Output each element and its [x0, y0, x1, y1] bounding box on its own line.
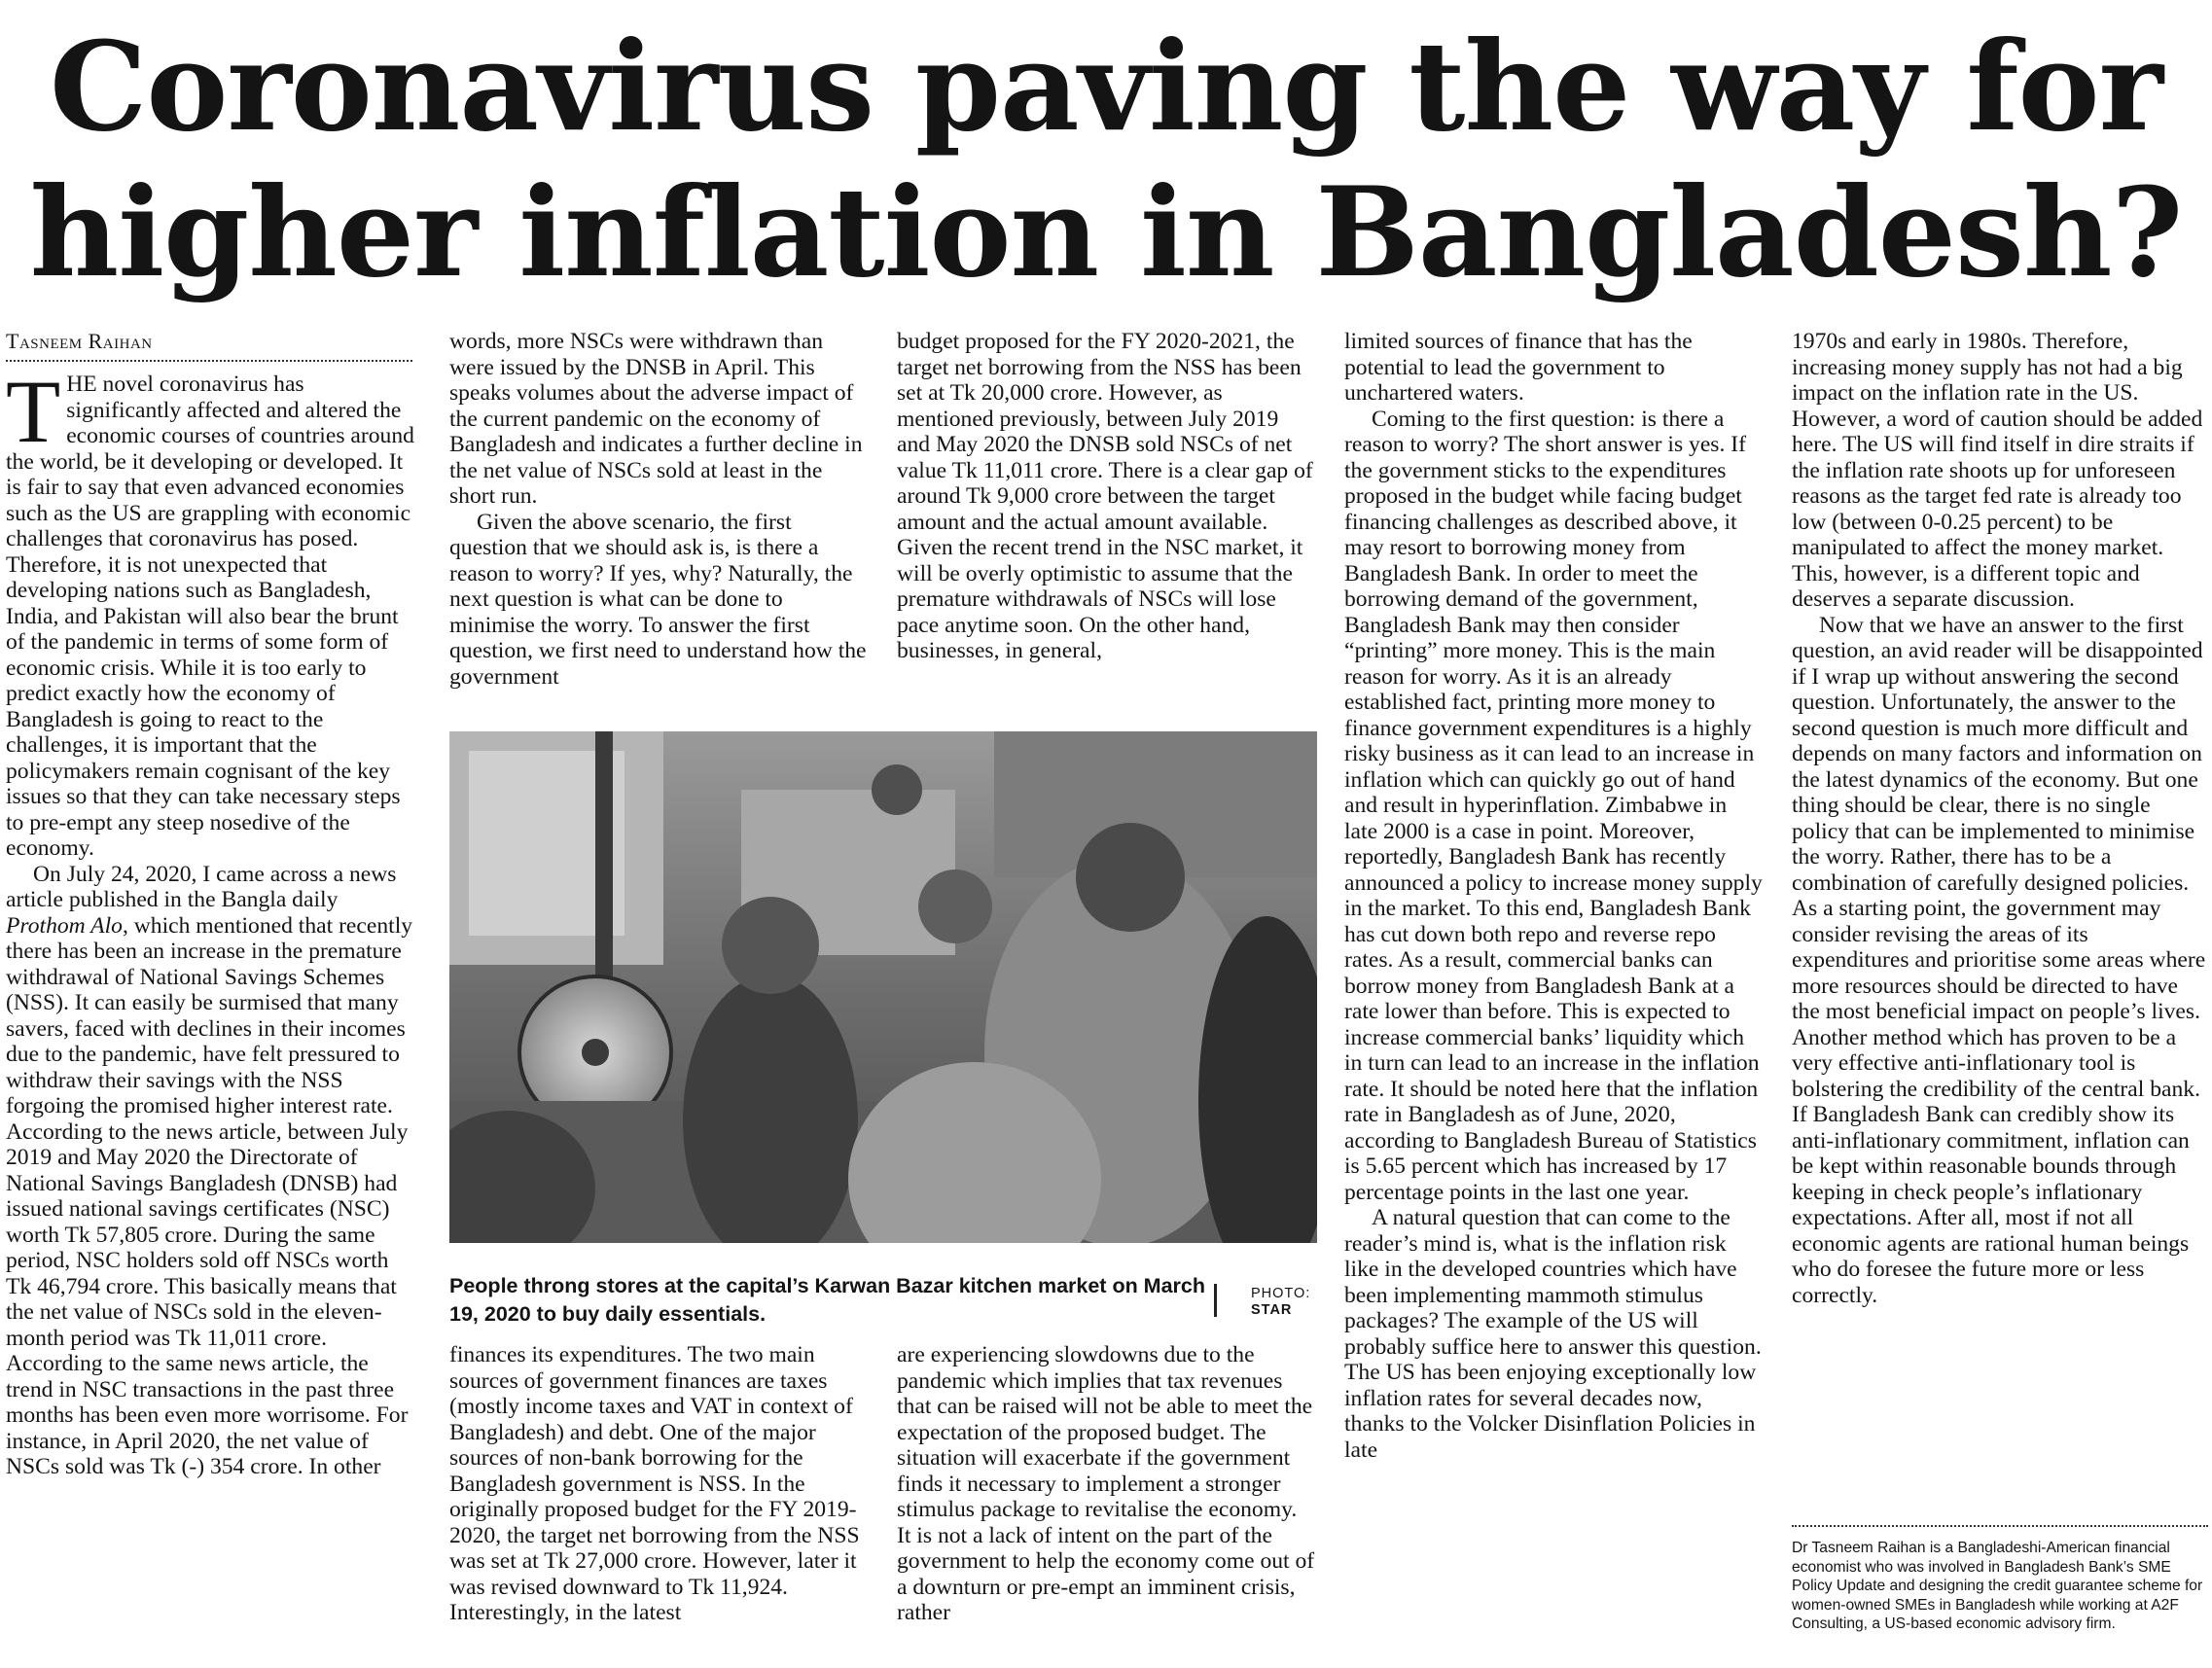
author-bio: Dr Tasneem Raihan is a Bangladeshi-American financial economist who was involved in Bangladesh Bank’s SME Policy Update and designing the credit guarantee scheme for women-owned SMEs in Bangladesh while working at A2F Consulting, a US-based economic advisory firm. [1792, 1540, 2203, 1632]
paragraph: words, more NSCs were withdrawn than were issued by the DNSB in April. This speaks volumes about the adverse impact of the current pandemic on the economy of Bangladesh and indicates a further decline in the net value of NSCs sold at least in the short run. [449, 329, 863, 509]
paragraph: are experiencing slowdowns due to the pandemic which implies that tax revenues that can be raised will not be able to meet the expectation of the proposed budget. The situation will exacerbate if the government finds it necessary to implement a stronger stimulus package to revitalise the economy. It is not a lack of intent on the part of the government to help the economy come out of a downturn or pre-empt an imminent crisis, rather [897, 1342, 1315, 1625]
paragraph: Coming to the first question: is there a reason to worry? The short answer is yes. If the government sticks to the expenditures proposed in the budget while facing budget financing challenges as described above, it may resort to borrowing money from Bangladesh Bank. In order to meet the borrowing demand of the government, Bangladesh Bank may then consider “printing” more money. This is the main reason for worry. As it is an already established fact, printing more money to finance government expenditures is a highly risky business as it can lead to an increase in inflation which can quickly go out of hand and result in hyperinflation. Zimbabwe in late 2000 is a case in point. Moreover, reportedly, Bangladesh Bank has recently announced a policy to increase money supply in the market. To this end, Bangladesh Bank has cut down both repo and reverse repo rates. As a result, commercial banks can borrow money from Bangladesh Bank at a rate lower than before. This is expected to increase commercial banks’ liquidity which in turn can lead to an increase in the inflation rate. It should be noted here that the inflation rate in Bangladesh as of June, 2020, according to Bangladesh Bureau of Statistics is 5.65 percent which has increased by 17 percentage points in the last one year. [1344, 406, 1763, 1205]
news-photo [449, 731, 1317, 1243]
headline-line-2: higher inflation in Bangladesh? [29, 160, 2183, 304]
column-2-bottom [449, 1342, 868, 1626]
byline: Tasneem Raihan [6, 329, 412, 362]
paragraph: Given the above scenario, the first question that we should ask is, is there a reason to worry? If yes, why? Naturally, the next question is what can be done to minimise the worry. To answer the first question, we first need to understand how the government [449, 509, 867, 690]
photo-credit-source: STAR [1251, 1302, 1293, 1318]
column-5 [1792, 329, 2208, 1308]
paragraph: Now that we have an answer to the first question, an avid reader will be disappointed if I wrap up without answering the second question. Unfortunately, the answer to the second question is much more difficult and depends on many factors and information on the latest dynamics of the economy. But one thing should be clear, there is no single policy that can be implemented to minimise the worry. Rather, there has to be a combination of carefully designed policies. As a starting point, the government may consider revising the areas of its expenditures and prioritise some areas where more resources should be directed to have the most beneficial impact on people’s lives. Another method which has proven to be a very effective anti-inflationary tool is bolstering the credibility of the central bank. If Bangladesh Bank can credibly show its anti-inflationary commitment, inflation can be kept within reasonable bounds through keeping in check people’s inflationary expectations. After all, most if not all economic agents are rational human beings who do foresee the future more or less correctly. [1792, 612, 2206, 1308]
paragraph: A natural question that can come to the reader’s mind is, what is the inflation risk like in the developed countries which have been implementing mammoth stimulus packages? The example of the US will probably suffice here to answer this question. The US has been enjoying exceptionally low inflation rates for several decades now, thanks to the Volcker Disinflation Policies in late [1344, 1205, 1762, 1463]
photo-caption: People throng stores at the capital’s Karwan Bazar kitchen market on March 19, 2020 to buy daily essentials. [449, 1274, 1206, 1326]
column-4 [1344, 329, 1765, 1463]
paragraph: On July 24, 2020, I came across a news article published in the Bangla daily Prothom Alo, which mentioned that recently there has been an increase in the premature withdrawal of National Savings Schemes (NSS). It can easily be surmised that many savers, faced with declines in their incomes due to the pandemic, have felt pressured to withdraw their savings with the NSS forgoing the promised higher interest rate. According to the news article, between July 2019 and May 2020 the Directorate of National Savings Bangladesh (DNSB) had issued national savings certificates (NSC) worth Tk 57,805 crore. During the same period, NSC holders sold off NSCs worth Tk 46,794 crore. This basically means that the net value of NSCs sold in the eleven-month period was Tk 11,011 crore. According to the same news article, the trend in NSC transactions in the past three months has been even more worrisome. For instance, in April 2020, the net value of NSCs sold was Tk (-) 354 crore. In other [6, 861, 413, 1479]
photo-credit [1251, 1286, 1310, 1319]
newspaper-name: Prothom Alo [6, 912, 123, 939]
paragraph: THE novel coronavirus has significantly affected and altered the economic courses of countries around the world, be it developing or developed. It is fair to say that even advanced economies such as the US are grappling with economic challenges that coronavirus has posed. Therefore, it is not unexpected that developing nations such as Bangladesh, India, and Pakistan will also bear the brunt of the pandemic in terms of some form of economic crisis. While it is too early to predict exactly how the economy of Bangladesh is going to react to the challenges, it is important that the policymakers remain cognisant of the key issues so that they can take necessary steps to pre-empt any steep nosedive of the economy. [6, 362, 414, 861]
drop-cap: T [6, 362, 61, 461]
photo-credit-label: PHOTO: [1251, 1286, 1311, 1301]
column-2-top [449, 329, 868, 690]
paragraph: finances its expenditures. The two main sources of government finances are taxes (mostly income taxes and VAT in context of Bangladesh) and debt. One of the major sources of non-bank borrowing for the Bangladesh government is NSS. In the originally proposed budget for the FY 2019-2020, the target net borrowing from the NSS was set at Tk 27,000 crore. However, later it was revised downward to Tk 11,924. Interestingly, in the latest [449, 1342, 860, 1625]
paragraph: budget proposed for the FY 2020-2021, the target net borrowing from the NSS has been set at Tk 20,000 crore. However, as mentioned previously, between July 2019 and May 2020 the DNSB sold NSCs of net value Tk 11,011 crore. There is a clear gap of around Tk 9,000 crore between the target amount and the actual amount available. Given the recent trend in the NSC market, it will be overly optimistic to assume that the premature withdrawals of NSCs will lose pace anytime soon. On the other hand, businesses, in general, [897, 329, 1313, 663]
paragraph: limited sources of finance that has the potential to lead the government to unchartered waters. [1344, 329, 1693, 406]
column-3-bottom [897, 1342, 1315, 1626]
bio-divider [1792, 1525, 2208, 1527]
credit-divider [1214, 1284, 1217, 1317]
paragraph: 1970s and early in 1980s. Therefore, increasing money supply has not had a big impact on the inflation rate in the US. However, a word of caution should be added here. The US will find itself in dire straits if the inflation rate shoots up for unforeseen reasons as the target fed rate is already too low (between 0-0.25 percent) to be manipulated to affect the money market. This, however, is a different topic and deserves a separate discussion. [1792, 329, 2203, 612]
headline-line-1: Coronavirus paving the way for [50, 15, 2162, 159]
market-crowd-photo [449, 731, 1317, 1243]
column-3-top [897, 329, 1315, 664]
column-1 [6, 362, 414, 1480]
headline [0, 14, 2212, 305]
